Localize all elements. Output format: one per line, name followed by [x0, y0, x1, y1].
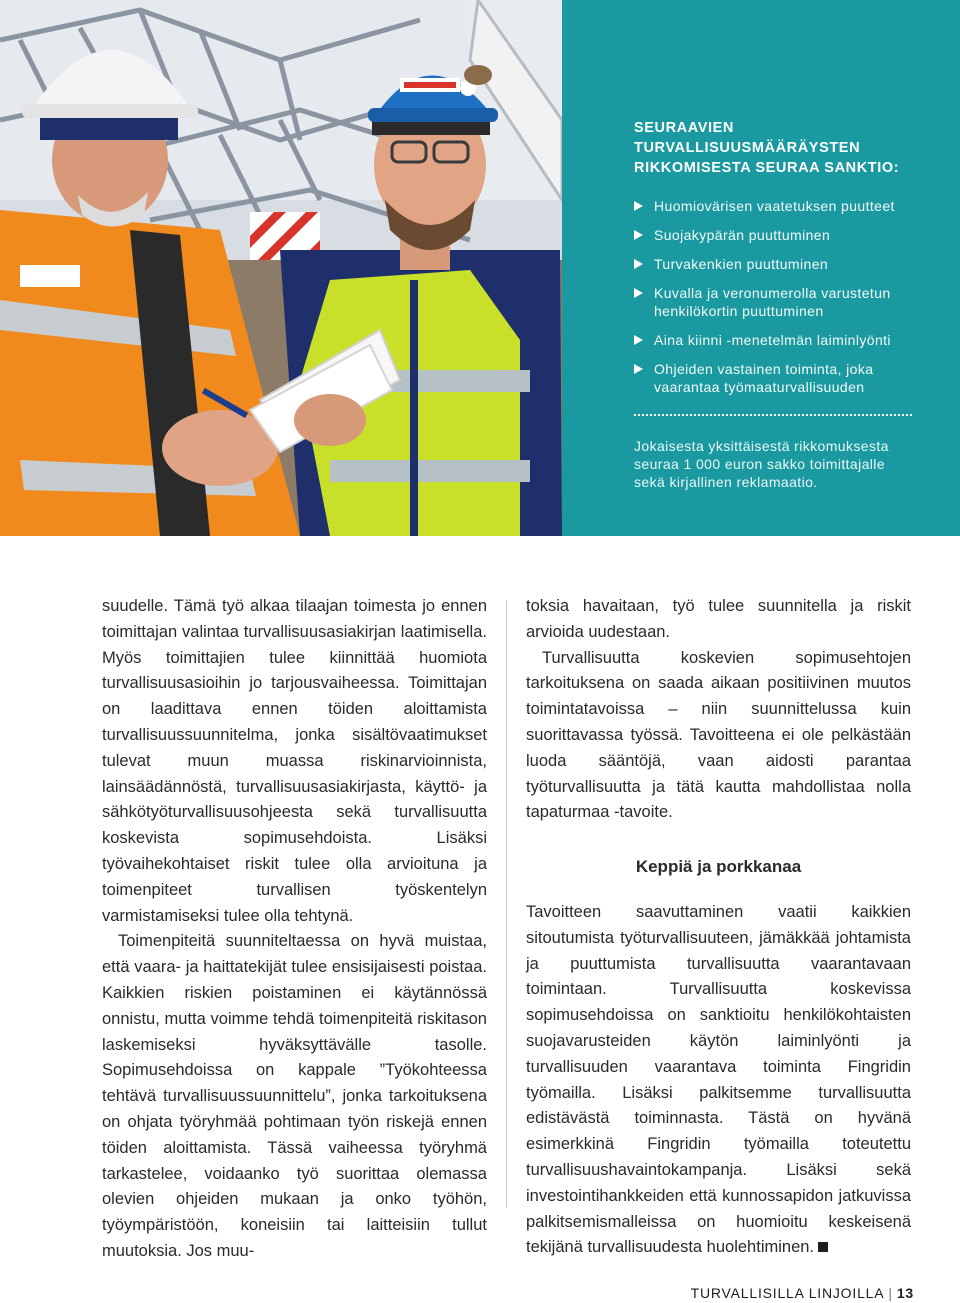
publication-name: TURVALLISILLA LINJOILLA [690, 1285, 885, 1301]
sidebar-title-line-2: TURVALLISUUSMÄÄRÄYSTEN [634, 140, 861, 156]
sanction-item: Aina kiinni -menetelmän laiminlyönti [634, 331, 924, 349]
footer-separator: | [888, 1285, 893, 1301]
sanction-item: Turvakenkien puuttuminen [634, 255, 924, 273]
page-footer [691, 1285, 914, 1301]
sanction-item: Ohjeiden vastainen toiminta, joka vaarantaa työmaaturvallisuuden [634, 360, 924, 396]
left-column [102, 594, 487, 1265]
dotted-divider [634, 414, 912, 416]
paragraph-final-text: Tavoitteen saavuttaminen vaatii kaikkien sitoutumista työturvallisuuteen, jämäkkää johtamista ja puuttumista turvallisuutta vaarantavaan toimintaan. Turvallisuutta koskevissa sopimusehdoissa on sanktioitu henkilökohtaisten suojavarusteiden käytön laiminlyönti ja turvallisuuden vaarantava toiminta Fingridin työmailla. Lisäksi palkitsemme turvallisuutta edistävästä toiminnasta. Tästä on hyvänä esimerkkinä Fingridin työmailla toteutettu turvallisuushavaintokampanja. Lisäksi sekä investointihankkeiden että kunnossapidon jatkuvissa palkitsemismalleissa on huomioitu keskeisenä tekijänä turvallisuudesta huolehtiminen. [526, 902, 911, 1257]
sanction-item: Kuvalla ja veronumerolla varustetun henkilökortin puuttuminen [634, 284, 924, 320]
page-number: 13 [896, 1285, 914, 1301]
sanction-item: Suojakypärän puuttuminen [634, 226, 924, 244]
sanctions-list [634, 197, 924, 407]
paragraph: Turvallisuutta koskevien sopimusehtojen tarkoituksena on saada aikaan positiivinen muutos toimintatavoissa – niin suunnittelussa kuin suorittavassa työssä. Tavoitteena ei ole pelkästään luoda sääntöjä, vaan aidosti parantaa työturvallisuutta ja tätä kautta mahdollistaa nolla tapaturmaa -tavoite. [526, 648, 911, 822]
sanction-item: Huomiovärisen vaatetuksen puutteet [634, 197, 924, 215]
sanction-penalty-note: Jokaisesta yksittäisestä rikkomuksesta seuraa 1 000 euron sakko toimittajalle sekä kirjallinen reklamaatio. [634, 438, 889, 490]
sidebar-title [634, 118, 934, 178]
sanctions-sidebar [562, 0, 960, 536]
paragraph: suudelle. Tämä työ alkaa tilaajan toimesta jo ennen toimittajan valintaa turvallisuusasiakirjan laatimisella. Myös toimittajien tulee kiinnittää huomiota turvallisuusasioihin jo tarjousvaiheessa. Toimittajan on laadittava ennen töiden aloittamista turvallisuussuunnitelma, jonka sisältövaatimukset tulevat muun muassa riskinarvioinnista, lainsäädännöstä, turvallisuusasiakirjasta, käyttö- ja sähkötyöturvallisuusohjeesta sekä turvallisuutta koskevista sopimusehdoista. Lisäksi työvaihekohtaiset riskit tulee olla arvioituna ja toimenpiteet turvallisen työskentelyn varmistamiseksi tulee olla tehtynä. [102, 597, 487, 925]
photo-construction-workers [0, 0, 562, 536]
paragraph-final [526, 900, 911, 1261]
end-of-article-mark [818, 1242, 828, 1252]
sidebar-title-line-1: SEURAAVIEN [634, 120, 734, 136]
right-column [526, 594, 911, 1261]
section-heading: Keppiä ja porkkanaa [635, 857, 802, 877]
column-divider [506, 600, 507, 1208]
workers-illustration [0, 0, 562, 536]
sidebar-title-line-3: RIKKOMISESTA SEURAA SANKTIO: [634, 160, 900, 176]
paragraph: toksia havaitaan, työ tulee suunnitella ja riskit arvioida uudestaan. [526, 597, 911, 641]
paragraph: Toimenpiteitä suunniteltaessa on hyvä muistaa, että vaara- ja haittatekijät tulee ensisijaisesti poistaa. Kaikkien riskien poistaminen ei käytännössä onnistu, mutta voimme tehdä toimenpiteitä riskitason laskemiseksi hyväksyttävälle tasolle. Sopimusehdoissa on kappale ”Työkohteessa tehtävä turvallisuussuunnittelu”, jonka tarkoituksena on ohjata työryhmää pohtimaan työn riskejä ennen töiden aloittamista. Tässä vaiheessa työryhmä tarkastelee, voidaanko työ suorittaa olemassa olevien ohjeiden mukaan ja onko työhön, työympäristöön, koneisiin tai laitteisiin tullut muutoksia. Jos muu- [102, 932, 487, 1260]
